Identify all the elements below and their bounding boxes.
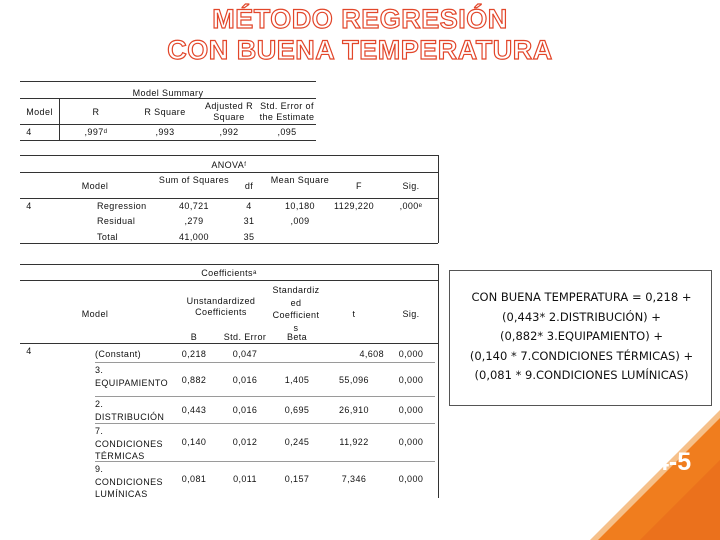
regression-formula [456,288,707,386]
rule [20,172,438,173]
coef-row-name: 9. CONDICIONES LUMÍNICAS [95,464,163,499]
anova-cell: 40,721 [179,201,209,211]
anova-cell: 35 [243,232,255,242]
formula-line: (0,140 * 7.CONDICIONES TÉRMICAS) + [469,348,694,363]
coef-cell-sig: 0,000 [398,437,424,447]
anova-row-label: Residual [97,216,136,226]
formula-line: (0,882* 3.EQUIPAMIENTO) + [499,329,664,343]
coef-cell-b: 0,140 [181,437,207,447]
ms-model-number: 4 [26,127,32,137]
coef-cell-sig: 0,000 [398,474,424,484]
coef-cell-t: 7,346 [341,474,367,484]
ms-header-std-error: Std. Error of the Estimate [259,101,315,122]
anova-cell: ,279 [184,216,204,226]
ms-header-model: Model [26,107,53,117]
rule [95,362,435,363]
ms-header-adjusted-r-square: Adjusted R Square [204,101,254,122]
coef-cell-se: 0,011 [233,474,257,484]
slide-title-line-1: MÉTODO REGRESIÓN [212,4,508,34]
anova-model-number: 4 [26,201,32,211]
model-summary-caption: Model Summary [132,88,204,98]
coef-cell-se: 0,047 [232,349,258,359]
coef-cell-se: 0,016 [232,375,258,385]
coef-cell-beta: 0,245 [284,437,310,447]
rule [438,264,439,498]
formula-line: (0,081 * 9.CONDICIONES LUMÍNICAS) [474,368,689,382]
rule [20,280,438,281]
anova-header-model: Model [81,181,109,191]
coef-cell-b: 0,081 [181,474,207,484]
coef-cell-sig: 0,000 [398,349,424,359]
anova-header-f: F [356,181,362,191]
anova-header-mean-square: Mean Square [270,175,330,185]
coef-cell-t: 11,922 [339,437,369,447]
coef-cell-se: 0,016 [232,405,258,415]
rule [20,81,316,82]
coef-row-name: 7. CONDICIONES TÉRMICAS [95,426,163,461]
coef-cell-t: 26,910 [339,405,369,415]
anova-header-sum-of-squares: Sum of Squares [158,175,230,185]
anova-header-df: df [244,181,254,191]
rule [20,124,316,125]
formula-line: (0,443* 2.DISTRIBUCIÓN) + [502,309,661,324]
rule [59,98,60,140]
formula-line: CON BUENA TEMPERATURA = 0,218 + [471,290,692,304]
anova-cell: 31 [243,216,255,226]
ms-value-r: ,997ᵈ [84,127,108,137]
coef-cell-beta: 0,157 [284,474,310,484]
rule [20,140,316,141]
coef-cell-b: 0,443 [181,405,207,415]
coef-header-model: Model [81,309,109,319]
anova-cell: 41,000 [179,232,209,242]
coef-cell-b: 0,218 [181,349,207,359]
coef-header-std-error: Std. Error [223,332,267,342]
anova-cell: 4 [246,201,252,211]
coef-row-name: (Constant) [95,349,142,359]
anova-header-sig: Sig. [402,181,420,191]
rule [20,343,438,344]
coef-cell-t: 4,608 [359,349,384,359]
rule [95,461,435,462]
coef-header-standardized: Standardiz ed Coefficient s [272,285,320,333]
rule [95,423,435,424]
page-number: 4-5 [655,448,692,476]
coef-cell-sig: 0,000 [398,405,424,415]
regression-formula-box [449,270,712,406]
rule [95,396,435,397]
ms-value-adjusted-r-square: ,992 [219,127,239,137]
coef-model-number: 4 [26,346,32,356]
ms-value-r-square: ,993 [155,127,175,137]
coef-cell-t: 55,096 [339,375,369,385]
coef-header-beta: Beta [286,332,308,342]
coef-cell-beta: 1,405 [284,375,310,385]
coef-row-name: 3. EQUIPAMIENTO [95,365,168,388]
anova-cell: 10,180 [285,201,315,211]
rule [438,155,439,243]
ms-header-r: R [92,107,100,117]
coef-cell-sig: 0,000 [398,375,424,385]
rule [20,155,438,156]
coef-cell-se: 0,012 [232,437,258,447]
anova-cell: 1129,220 [333,201,375,211]
slide-title-line-2: CON BUENA TEMPERATURA [167,35,553,65]
rule [20,98,316,99]
ms-header-r-square: R Square [144,107,186,117]
coefficients-caption: Coefficientsᵃ [201,268,257,278]
coef-header-sig: Sig. [402,309,420,319]
anova-caption: ANOVAᶠ [211,160,247,170]
coef-cell-beta: 0,695 [284,405,310,415]
rule [20,264,438,265]
coef-header-unstandardized: Unstandardized Coefficients [186,296,256,317]
coef-row-name: 2. DISTRIBUCIÓN [95,399,165,422]
coef-cell-b: 0,882 [181,375,207,385]
ms-value-std-error: ,095 [277,127,297,137]
coef-header-t: t [352,309,356,319]
rule [20,243,438,244]
coef-header-b: B [190,332,198,342]
rule [20,198,438,199]
anova-cell: ,000ᵉ [399,201,423,211]
anova-row-label: Total [97,232,119,242]
anova-cell: ,009 [290,216,310,226]
anova-row-label: Regression [97,201,147,211]
